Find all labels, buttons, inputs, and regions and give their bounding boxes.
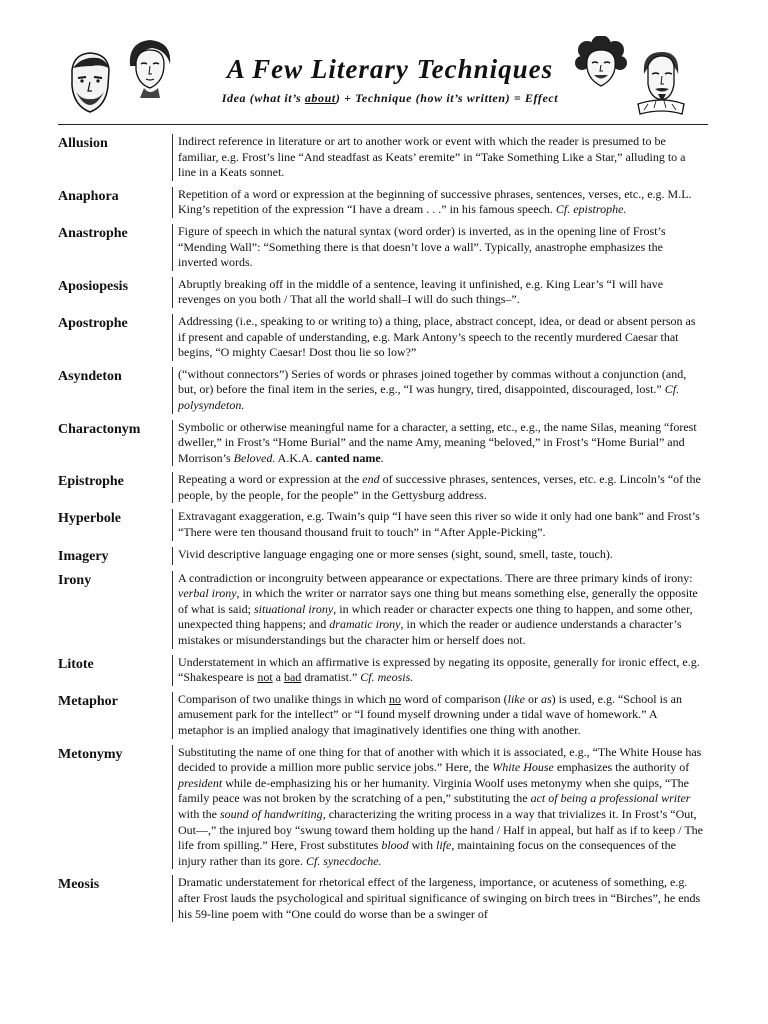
definition-text: dramatist.” [301, 670, 361, 685]
emphasis-text: dramatic irony [329, 617, 401, 632]
definition-text: with the [178, 806, 220, 821]
emphasis-text: as [540, 691, 552, 706]
term-definition [172, 187, 704, 218]
entry-irony [58, 571, 708, 649]
portrait-bard-illustration [632, 44, 690, 118]
emphasis-text: sound of handwriting [220, 806, 323, 821]
entry-litote [58, 655, 708, 686]
definition-text: or [524, 691, 541, 706]
term-definition [172, 277, 704, 308]
subtitle-underlined-word: about [304, 91, 336, 105]
definition-text: of successive phrases, sentences, verses, etc. e.g. Lincoln’s “of the people, by the people, for the people” in the Gettysburg address. [178, 472, 701, 502]
definition-text: Symbolic or otherwise meaningful name for a character, a setting, etc., e.g., the name Silas, meaning “forest dweller,” in Frost’s “Home Burial” and the name Amy, meaning “beloved,” in Frost’s “Home Burial” and Morrison’s [178, 419, 697, 465]
subtitle-text: Idea (what it’s [221, 91, 305, 105]
definition-text: , characterizing the writing process in a way that trivializes it. In Frost’s “Out, Out—,” the injured boy “swung toward them holding up the hand / Half in appeal, but half as if to keep / The life from spilling.” Here, Frost substitutes [178, 806, 703, 853]
term-label: Imagery [58, 548, 109, 564]
definition-text: Figure of speech in which the natural syntax (word order) is inverted, as in the opening line of Frost’s “Mending Wall”: “Something there is that doesn’t love a wall”. Typically, anastrophe emphasizes the inverted words. [178, 223, 666, 270]
entry-hyperbole [58, 509, 708, 540]
cross-reference: Cf. polysyndeton. [178, 382, 680, 412]
term-label: Litote [58, 656, 94, 672]
page-title: A Few Literary Techniques [226, 54, 554, 84]
term-definition [172, 655, 704, 686]
definition-text: Extravagant exaggeration, e.g. Twain’s quip “I have seen this river so wide it only had one bank” and Frost’s “There were ten thousand thousand fruit to touch” in “After Apple-Picking”. [178, 509, 700, 540]
definition-text: Substituting the name of one thing for that of another with which it is associated, e.g., “The White House has decided to provide a million more public service jobs.” Here, the [178, 744, 702, 775]
term-label: Aposiopesis [58, 278, 129, 294]
emphasis-text: verbal irony [178, 586, 237, 601]
emphasis-text: life [436, 838, 452, 853]
definition-text: word of comparison ( [400, 691, 508, 706]
entry-imagery [58, 547, 708, 565]
term-label: Anaphora [58, 188, 119, 204]
entry-anastrophe [58, 224, 708, 271]
definition-text: a [272, 670, 284, 685]
bold-term: canted name [315, 450, 381, 465]
term-definition [172, 314, 704, 361]
term-label: Hyperbole [58, 511, 121, 527]
definition-text: A contradiction or incongruity between appearance or expectations. There are three primary kinds of irony: [178, 570, 693, 585]
term-definition [172, 224, 704, 271]
definition-text: with [408, 838, 436, 853]
entry-apostrophe [58, 314, 708, 361]
term-label: Allusion [58, 136, 108, 151]
emphasis-text: like [507, 691, 525, 706]
underlined-word: not [257, 670, 273, 685]
term-label: Apostrophe [58, 315, 128, 331]
page-header [0, 0, 768, 124]
emphasis-text: president [178, 775, 223, 790]
term-label: Metaphor [58, 693, 118, 709]
definition-text: , maintaining focus on the consequences of the injury rather than its gore. [178, 838, 676, 868]
definition-text: . [380, 450, 384, 465]
term-label: Anastrophe [58, 225, 128, 241]
entry-charactonym [58, 420, 708, 467]
emphasis-text: Beloved. [233, 450, 276, 465]
entry-asyndeton [58, 367, 708, 414]
definition-text: Comparison of two unalike things in which [178, 691, 389, 706]
entry-metaphor [58, 692, 708, 739]
definition-text: Understatement in which an affirmative is expressed by negating its opposite, generally for ironic effect, e.g. “Shakespeare is [178, 654, 700, 685]
term-definition [172, 571, 704, 649]
definition-text: emphasizes the authority of [553, 760, 690, 775]
term-label: Charactonym [58, 421, 141, 437]
entry-aposiopesis [58, 277, 708, 308]
header-divider [58, 124, 708, 125]
term-list [58, 134, 708, 928]
entry-metonymy [58, 745, 708, 870]
term-definition [172, 547, 704, 565]
emphasis-text: blood [381, 838, 409, 853]
term-definition [172, 875, 704, 922]
subtitle-text: ) + Technique (how it’s written) = Effect [335, 91, 559, 105]
definition-text: while de-emphasizing his or her humanity. Virginia Woolf uses metonymy when she quips, “The family peace was not broken by the scratching of a pen,” substituting the [178, 775, 690, 806]
entry-allusion [58, 134, 708, 181]
definition-text: Dramatic understatement for rhetorical effect of the largeness, importance, or acuteness of something, e.g. after Frost lauds the psychological and spiritual significance of swinging on birch trees in “Birches”, he ends his 59-line poem with “One could do worse than be a swinger of [178, 875, 701, 921]
term-label: Metonymy [58, 746, 123, 762]
definition-text: Vivid descriptive language engaging one or more senses (sight, sound, smell, taste, touch). [178, 546, 613, 561]
cross-reference: Cf. epistrophe. [555, 202, 627, 217]
definition-text: , in which the writer or narrator says one thing but means something else, generally the opposite of what is said; [178, 586, 698, 616]
emphasis-text: act of being a professional writer [530, 791, 691, 806]
term-definition [172, 420, 704, 467]
definition-text: Indirect reference in literature or art to another work or event with which the reader is presumed to be familiar, e.g. Frost’s line “And steadfast as Keats’ eremite” in “Take Something Like a Star,” alluding to a line in a Keats sonnet. [178, 134, 686, 180]
definition-text: , in which the reader or audience understands a character’s mistakes or misunderstandings but the character him or herself does not. [178, 617, 682, 648]
cross-reference: Cf. synecdoche. [305, 853, 382, 868]
entry-anaphora [58, 187, 708, 218]
term-definition [172, 692, 704, 739]
term-label: Irony [58, 572, 92, 588]
definition-text: (“without connectors”) Series of words or phrases joined together by commas without a conjunction (and, but, or) before the final item in the series, e.g., “I was hungry, tired, disappointed, discouraged, lost.” [178, 366, 687, 397]
term-label: Meosis [58, 877, 100, 893]
term-definition [172, 134, 704, 181]
entry-epistrophe [58, 472, 708, 503]
definition-text: Repeating a word or expression at the [178, 472, 363, 487]
definition-text: A.K.A. [275, 450, 316, 465]
term-definition [172, 745, 704, 870]
definition-text: Addressing (i.e., speaking to or writing to) a thing, place, abstract concept, idea, or dead or absent person as if present and capable of understanding, e.g. Mark Antony’s speech to the recently murdered Caesar that begins, “O mighty Caesar! Dost thou lie so low?” [178, 313, 696, 360]
emphasis-text: end [362, 472, 380, 487]
definition-text: ) is used, e.g. “School is an amusement park for the intellect” or “I found myself drowning under a tidal wave of homework.” A metaphor is an implied analogy that imaginatively identifies one thing with another. [178, 691, 682, 737]
page-subtitle [160, 91, 620, 106]
definition-text: , in which reader or character expects one thing to happen, and some other, unexpected thing happens; and [178, 601, 693, 632]
underlined-word: no [388, 691, 401, 706]
definition-text: Abruptly breaking off in the middle of a sentence, leaving it unfinished, e.g. King Lear’s “I will have revenges on you both / That all the world shall–I will do such things–”. [178, 276, 664, 307]
cross-reference: Cf. meosis. [360, 670, 414, 685]
underlined-word: bad [283, 670, 302, 685]
term-label: Epistrophe [58, 474, 124, 490]
entry-meosis [58, 875, 708, 922]
emphasis-text: situational irony [254, 601, 334, 616]
term-definition [172, 367, 704, 414]
definition-text: Repetition of a word or expression at the beginning of successive phrases, sentences, verses, etc., e.g. M.L. King’s repetition of the expression “I have a dream . . .” in his famous speech. [178, 186, 692, 217]
portrait-bearded-man-illustration [64, 48, 116, 118]
term-definition [172, 472, 704, 503]
emphasis-text: White House [492, 760, 554, 775]
term-label: Asyndeton [58, 368, 122, 384]
term-definition [172, 509, 704, 540]
